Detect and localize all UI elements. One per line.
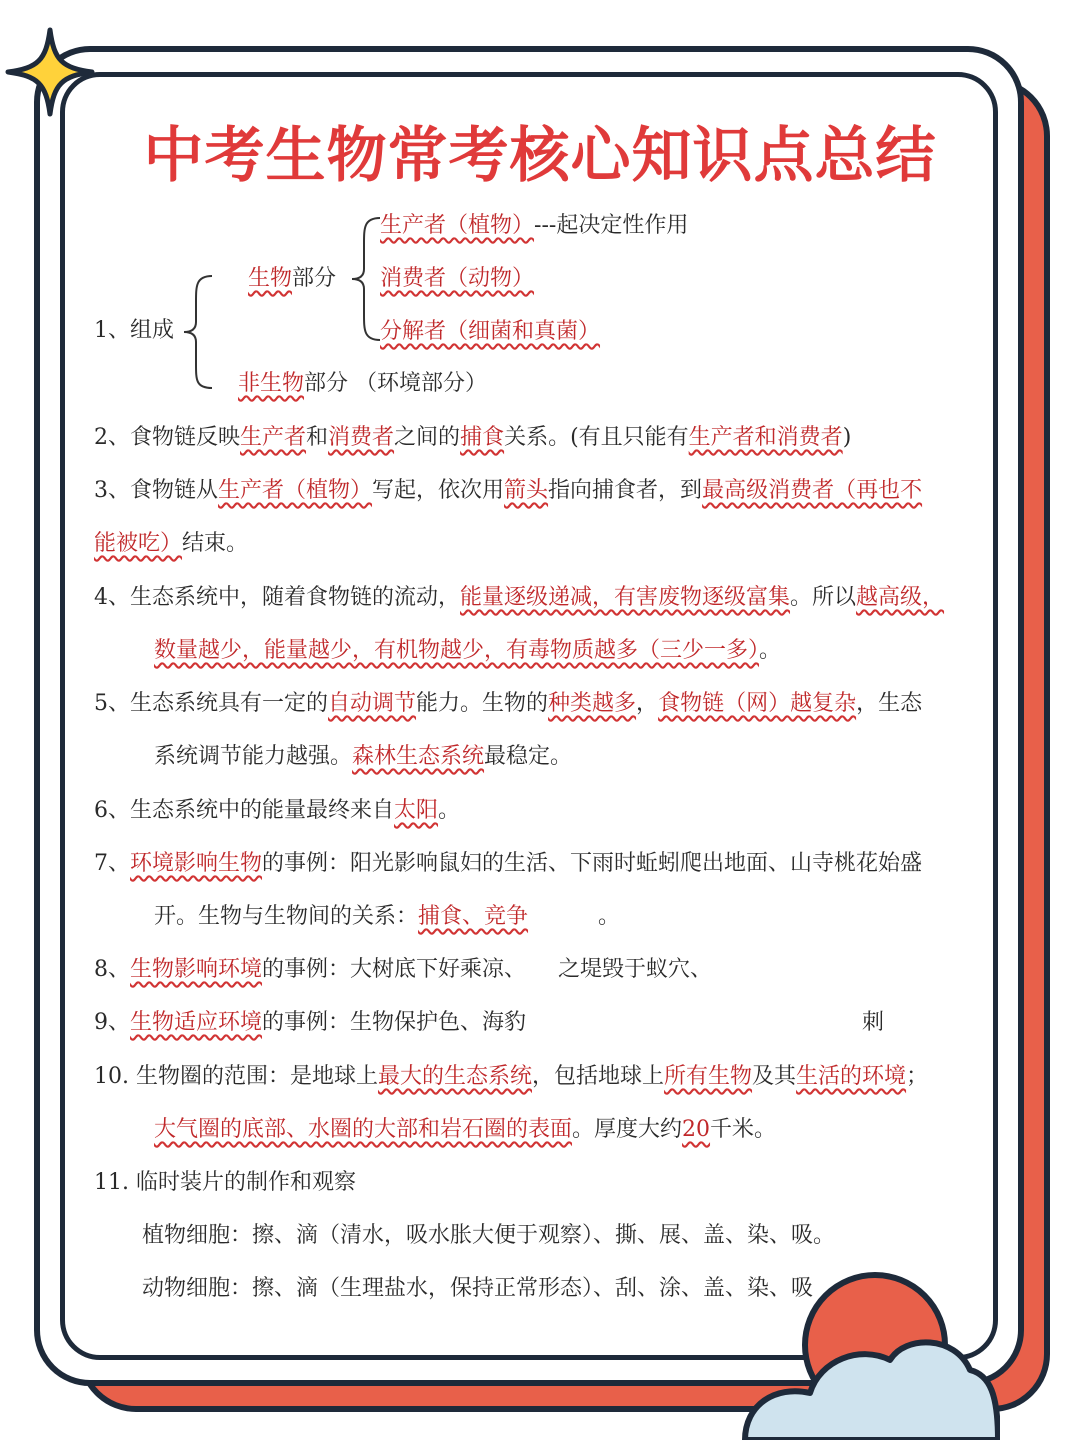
decomposer-term: 分解者（细菌和真菌）	[380, 319, 601, 344]
item-5-text: 系统调节能力越强。	[154, 744, 353, 769]
item-7-line-2	[154, 902, 620, 932]
item-3-text: 结束。	[182, 531, 249, 556]
item-2-term: 生产者	[240, 425, 307, 450]
item-9-tail: 刺	[862, 1010, 885, 1035]
item-10-term: 大气圈的底部、水圈的大部和岩石圈的表面	[154, 1117, 573, 1142]
item-4-term: 能量逐级递减，有害废物逐级富集	[460, 585, 791, 610]
item-2-text: )	[842, 425, 852, 450]
page-title: 中考生物常考核心知识点总结	[143, 121, 937, 191]
item-7-text: 7、	[94, 851, 130, 876]
item-5-line-2	[154, 742, 572, 772]
item-10-term: 最大的生态系统	[377, 1064, 532, 1089]
item-10-term: 20	[682, 1117, 711, 1142]
item-3-text: 3、食物链从	[94, 478, 218, 503]
item-3-line-2	[94, 529, 248, 559]
item-10-text: 及其	[752, 1064, 797, 1089]
item-2-term: 消费者	[328, 425, 395, 450]
consumer-line	[380, 264, 534, 294]
item-5-text: 能力。生物的	[416, 691, 549, 716]
item-5-term: 森林生态系统	[352, 744, 485, 769]
item-3-term: 能被吃）	[94, 531, 183, 556]
item-7-line-1	[94, 849, 922, 879]
item-2-term: 生产者和消费者	[688, 425, 843, 450]
item-5-term: 种类越多	[548, 691, 637, 716]
item-9-text: 9、	[94, 1010, 130, 1035]
item-11-animal-cell: 动物细胞：擦、滴（生理盐水，保持正常形态）、刮、涂、盖、染、吸	[142, 1276, 814, 1301]
item-2-text: 关系。(有且只能有	[504, 425, 689, 450]
item-7-text: 的事例：阳光影响鼠妇的生活、下雨时蚯蚓爬出地面、山寺桃花始盛	[262, 851, 923, 876]
item-4-term: 数量越少，能量越少，有机物越少，有毒物质越多（三少一多）	[154, 638, 760, 663]
item-4-text: 。所以	[790, 585, 857, 610]
item-5-line-1	[94, 689, 922, 719]
item-10-term: 生活的环境	[796, 1064, 907, 1089]
item-7-text: 。	[598, 904, 621, 929]
item-5-text: ，	[636, 691, 659, 716]
item-10-text: 。厚度大约	[572, 1117, 683, 1142]
item-7-term: 环境影响生物	[130, 851, 263, 876]
item-9-text: 的事例：生物保护色、海豹	[262, 1010, 527, 1035]
item-11-plant-cell: 植物细胞：擦、滴（清水，吸水胀大便于观察）、撕、展、盖、染、吸。	[142, 1223, 836, 1248]
item-3-term: 最高级消费者（再也不	[702, 478, 923, 503]
item-11-heading: 11. 临时装片的制作和观察	[94, 1170, 356, 1195]
item-2-text: 之间的	[394, 425, 461, 450]
item-8-text: 之堤毁于蚁穴、	[558, 957, 713, 982]
item-3-term: 生产者（植物）	[218, 478, 373, 503]
item-7-text: 开。生物与生物间的关系：	[154, 904, 419, 929]
brace-left	[178, 272, 218, 392]
item-3-line-1	[94, 476, 922, 506]
item-5-term: 自动调节	[328, 691, 417, 716]
consumer-term: 消费者（动物）	[380, 266, 535, 291]
item-3-text: 指向捕食者，到	[548, 478, 703, 503]
producer-term: 生产者（植物）	[380, 213, 535, 238]
item-10-text: 10. 生物圈的范围：是地球上	[94, 1064, 378, 1089]
item-8	[94, 955, 712, 985]
item-5-text: ，生态	[856, 691, 923, 716]
bio-part	[248, 264, 336, 294]
item-4-text: 。	[759, 638, 782, 663]
bio-term: 生物	[248, 266, 293, 291]
item-6-term: 太阳	[394, 798, 439, 823]
item-8-text: 8、	[94, 957, 130, 982]
item-10-line-1	[94, 1062, 928, 1092]
item-10-text: ，包括地球上	[532, 1064, 665, 1089]
item-7-term: 捕食、竞争	[418, 904, 529, 929]
nonbio-term: 非生物	[238, 371, 305, 396]
item-4-term: 越高级，	[856, 585, 945, 610]
item-4-line-2	[154, 636, 781, 666]
producer-line	[380, 211, 688, 241]
item-2-text: 2、食物链反映	[94, 425, 240, 450]
item-6-text: 。	[438, 798, 461, 823]
nonbio-part	[238, 369, 487, 399]
item-6-text: 6、生态系统中的能量最终来自	[94, 798, 394, 823]
nonbio-rest: 部分 （环境部分）	[304, 371, 488, 396]
item-10-line-2	[154, 1115, 776, 1145]
item-3-term: 箭头	[504, 478, 549, 503]
item-10-text: ；	[906, 1064, 929, 1089]
item-2-term: 捕食	[460, 425, 505, 450]
decomposer-line	[380, 317, 600, 347]
item-5-term: 食物链（网）越复杂	[658, 691, 857, 716]
bio-rest: 部分	[292, 266, 337, 291]
sparkle-star-icon	[0, 22, 100, 122]
item-3-text: 写起，依次用	[372, 478, 505, 503]
item-4-text: 4、生态系统中，随着食物链的流动，	[94, 585, 460, 610]
item-5-text: 5、生态系统具有一定的	[94, 691, 328, 716]
item-5-text: 最稳定。	[484, 744, 573, 769]
item-1-label: 1、组成	[94, 318, 174, 343]
item-9-term: 生物适应环境	[130, 1010, 263, 1035]
item-9	[94, 1008, 526, 1038]
item-10-text: 千米。	[710, 1117, 777, 1142]
item-6	[94, 796, 460, 826]
item-8-text: 的事例：大树底下好乘凉、	[262, 957, 527, 982]
item-8-term: 生物影响环境	[130, 957, 263, 982]
item-2-text: 和	[306, 425, 329, 450]
producer-rest: ---起决定性作用	[534, 213, 689, 238]
item-2	[94, 423, 851, 453]
item-4-line-1	[94, 583, 944, 613]
item-10-term: 所有生物	[664, 1064, 753, 1089]
